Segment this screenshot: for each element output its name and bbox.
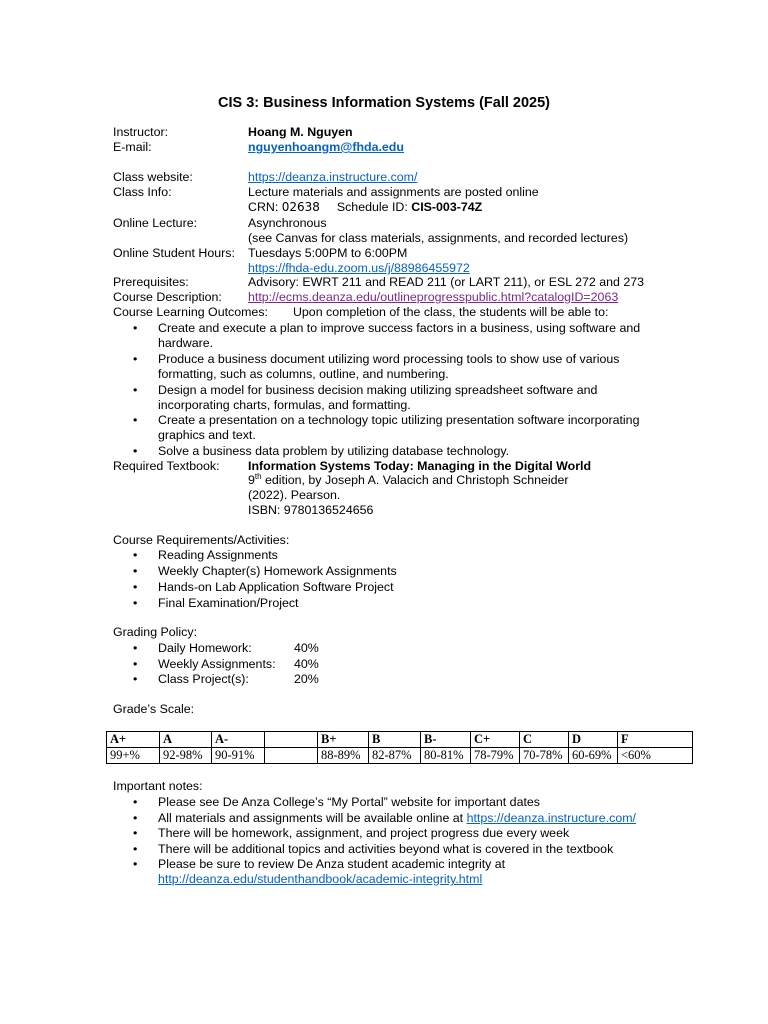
outcome-item-cont: graphics and text. xyxy=(158,428,256,442)
grade-letter: B- xyxy=(421,732,471,748)
student-hours-time: Tuesdays 5:00PM to 6:00PM xyxy=(248,246,408,260)
outcomes-intro: Upon completion of the class, the students will be able to: xyxy=(292,305,609,319)
grade-range: 92-98% xyxy=(160,748,212,764)
grade-letter: A xyxy=(160,732,212,748)
website-link[interactable]: https://deanza.instructure.com/ xyxy=(248,170,418,184)
grade-letter: B+ xyxy=(318,732,369,748)
schedule-label: Schedule ID: xyxy=(336,200,408,214)
grade-letter: C+ xyxy=(471,732,520,748)
grade-letter-row xyxy=(107,732,693,748)
grade-range: 82-87% xyxy=(369,748,421,764)
textbook-row xyxy=(113,459,591,474)
online-lecture-label: Online Lecture: xyxy=(113,216,198,230)
syllabus-page: CIS 3: Business Information Systems (Fall 2025) Instructor: Hoang M. Nguyen E-mail: nguyenhoangm@fhda.edu Class website: https://deanza.instructure.com/ Class Info: Lecture materials and assignments are posted online CRN: 02638 Schedule ID: CIS-003-74Z Online Lecture: Asynchronous (see Canvas for class materials, assignments, and recorded lectures) Online Student Hours: Tuesdays 5:00PM to 6:00PM https://fhda-edu.zoom.us/j/88986455972 Prerequisites: Advisory: EWRT 211 and READ 211 (or LART 211), or ESL 272 and 273 Course Description: http://ecms.deanza.edu/outlineprogresspublic.html?catalogID=2063 Course Learning Outcomes: Upon completion of the class, the students will be able to: Create and execute a plan to improve success factors in a business, using software and hardware. Produce a business document utilizing word processing tools to show use of various formatting, such as columns, outline, and numbering. Design a model for business decision making utilizing spreadsheet software and incorporating charts, formulas, and formatting. Create a presentation on a technology topic utilizing presentation software incorporating graphics and text. Solve a business data problem by utilizing database technology. Required Textbook: Information Systems Today: Managing in the Digital World 9th edition, by Joseph A. Valacich and Christoph Schneider (2022). Pearson. ISBN: 9780136524656 Course Requirements/Activities: Reading Assignments Weekly Chapter(s) Homework Assignments Hands-on Lab Application Software Project Final Examination/Project Grading Policy: Daily Homework: 40% Weekly Assignments: 40% Class Project(s): 20% Grade’s Scale: A+ A A- B+ B B- C+ C D F 99+% 92-98% 90-91% 88-89% 82-87% 80-81% 78-79% 70-78% 60-69% <60% Important notes: Please see De Anza College’s “My Portal” website for important dates All materials and assignments will be available online at https://deanza.instructure.com/ There will be homework, assignment, and project progress due every week There will be additional topics and activities beyond what is covered in the textbook Please be sure to review De Anza student academic integrity at http://deanza.edu/studenthandbook/academic-integrity.html xyxy=(0,0,768,1024)
grade-letter: F xyxy=(618,732,693,748)
online-lecture-mode: Asynchronous xyxy=(248,216,327,230)
notes-label: Important notes: xyxy=(113,779,203,793)
email-row xyxy=(113,140,404,155)
website-label: Class website: xyxy=(113,170,193,184)
grade-range: 70-78% xyxy=(520,748,569,764)
prerequisites-value: Advisory: EWRT 211 and READ 211 (or LART 211), or ESL 272 and 273 xyxy=(248,275,645,289)
grade-scale-table xyxy=(106,731,693,764)
instructor-label: Instructor: xyxy=(113,125,169,139)
zoom-link-line xyxy=(248,261,470,276)
outcome-item-cont: formatting, such as columns, outline, and numbering. xyxy=(158,367,449,381)
email-label: E-mail: xyxy=(113,140,152,154)
grade-range: 88-89% xyxy=(318,748,369,764)
textbook-title: Information Systems Today: Managing in the Digital World xyxy=(248,459,592,473)
textbook-edition: 9th edition, by Joseph A. Valacich and Christoph Schneider xyxy=(248,471,569,487)
grade-range: <60% xyxy=(618,748,693,764)
prerequisites-label: Prerequisites: xyxy=(113,275,189,289)
email-link[interactable]: nguyenhoangm@fhda.edu xyxy=(248,140,404,154)
integrity-link[interactable]: http://deanza.edu/studenthandbook/academic-integrity.html xyxy=(158,872,483,886)
outcome-item-cont: hardware. xyxy=(158,336,214,350)
grade-letter: D xyxy=(569,732,618,748)
zoom-link[interactable]: https://fhda-edu.zoom.us/j/88986455972 xyxy=(248,261,470,275)
textbook-isbn: ISBN: 9780136524656 xyxy=(248,503,374,517)
class-info-row xyxy=(113,185,539,200)
grade-range: 99+% xyxy=(107,748,160,764)
grade-letter: C xyxy=(520,732,569,748)
class-info-text: Lecture materials and assignments are posted online xyxy=(248,185,539,199)
online-lecture-note: (see Canvas for class materials, assignments, and recorded lectures) xyxy=(248,231,629,245)
grading-label: Grading Policy: xyxy=(113,625,198,639)
textbook-year: (2022). Pearson. xyxy=(248,488,341,502)
course-description-link[interactable]: http://ecms.deanza.edu/outlineprogresspublic.html?catalogID=2063 xyxy=(248,290,619,304)
grade-range: 60-69% xyxy=(569,748,618,764)
grade-letter: A+ xyxy=(107,732,160,748)
website-row xyxy=(113,170,417,185)
schedule-id: CIS-003-74Z xyxy=(411,200,483,214)
grade-range-row xyxy=(107,748,693,764)
prerequisites-row xyxy=(113,275,644,290)
crn-value: 02638 xyxy=(281,200,320,214)
grade-range: 90-91% xyxy=(212,748,265,764)
online-lecture-row xyxy=(113,216,327,231)
course-description-label: Course Description: xyxy=(113,290,222,304)
outcomes-row xyxy=(113,305,608,320)
instructor-name: Hoang M. Nguyen xyxy=(248,125,353,139)
crn-label: CRN: xyxy=(248,200,279,214)
student-hours-label: Online Student Hours: xyxy=(113,246,235,260)
grade-range xyxy=(265,748,318,764)
outcome-item-cont: incorporating charts, formulas, and formatting. xyxy=(158,398,411,412)
grade-letter: B xyxy=(369,732,421,748)
class-info-label: Class Info: xyxy=(113,185,172,199)
grade-range: 78-79% xyxy=(471,748,520,764)
grade-range: 80-81% xyxy=(421,748,471,764)
grade-letter: A- xyxy=(212,732,265,748)
instructor-row xyxy=(113,125,353,140)
outcomes-label: Course Learning Outcomes: xyxy=(113,305,268,319)
crn-line xyxy=(248,200,482,215)
grade-letter xyxy=(265,732,318,748)
page-title: CIS 3: Business Information Systems (Fall 2025) xyxy=(218,95,550,111)
canvas-link[interactable]: https://deanza.instructure.com/ xyxy=(466,811,636,825)
textbook-label: Required Textbook: xyxy=(113,459,220,473)
integrity-link-line xyxy=(158,872,482,887)
grade-scale-label: Grade’s Scale: xyxy=(113,702,195,716)
requirements-label: Course Requirements/Activities: xyxy=(113,533,290,547)
student-hours-row xyxy=(113,246,407,261)
course-description-row xyxy=(113,290,618,305)
